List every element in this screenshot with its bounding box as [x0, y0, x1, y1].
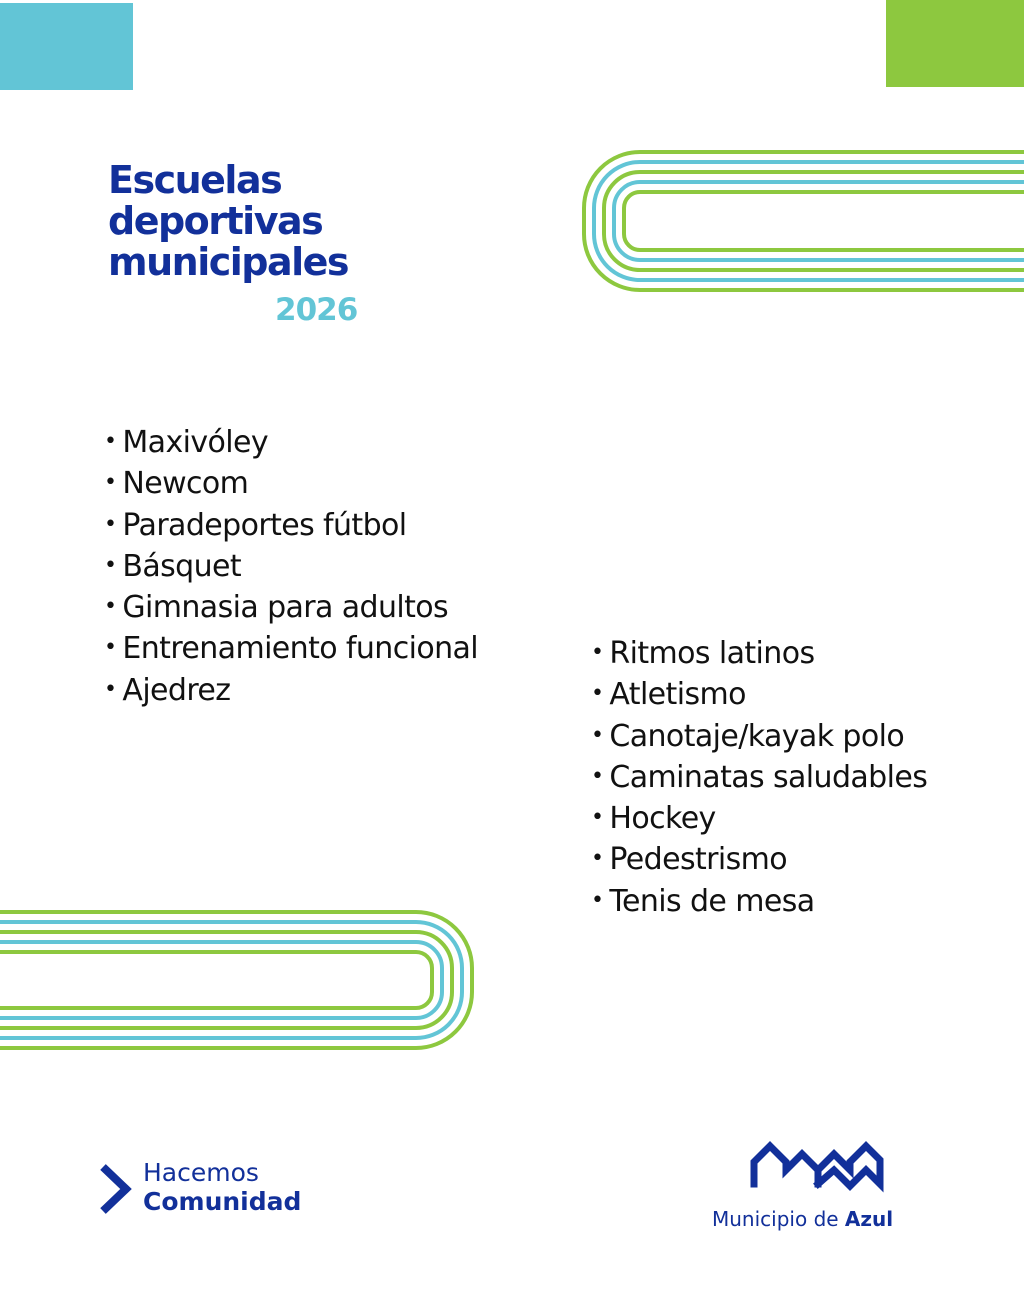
- bullet: •: [591, 846, 604, 872]
- bullet: •: [104, 676, 117, 702]
- chevron-right-icon: [98, 1162, 132, 1216]
- slogan-text: [143, 1158, 301, 1216]
- corner-block-cyan: [0, 3, 133, 90]
- sport-name: Hockey: [609, 801, 716, 837]
- sport-name: Básquet: [122, 548, 242, 584]
- sport-name: Newcom: [122, 466, 249, 502]
- track-lines-top-right: [580, 148, 1024, 294]
- bullet: •: [104, 429, 117, 454]
- sport-name: Atletismo: [609, 677, 746, 713]
- list-item: [104, 505, 478, 546]
- sport-name: Gimnasia para adultos: [122, 590, 449, 626]
- corner-block-green: [886, 0, 1024, 87]
- title-year: 2026: [275, 292, 358, 328]
- title-line-2: deportivas: [108, 199, 323, 243]
- title-line-1: Escuelas: [108, 158, 282, 202]
- bullet: •: [104, 552, 117, 578]
- sport-name: Paradeportes fútbol: [122, 507, 407, 543]
- bullet: •: [591, 681, 604, 707]
- list-item: [591, 716, 927, 757]
- municipality-prefix: Municipio de: [712, 1207, 845, 1231]
- bullet: •: [591, 640, 604, 665]
- municipality-name: [712, 1206, 893, 1232]
- bullet: •: [104, 594, 117, 620]
- bullet: •: [591, 722, 604, 748]
- list-item: [104, 670, 478, 711]
- bullet: •: [104, 635, 117, 661]
- list-item: [591, 757, 927, 798]
- track-lines-bottom-left: [0, 908, 476, 1052]
- sport-name: Caminatas saludables: [609, 759, 928, 795]
- bullet: •: [591, 887, 604, 913]
- page-title: [108, 158, 408, 328]
- list-item: [104, 422, 478, 463]
- list-item: [591, 633, 927, 674]
- list-item: [104, 628, 478, 669]
- bullet: •: [104, 511, 117, 537]
- list-item: [591, 839, 927, 880]
- sport-name: Canotaje/kayak polo: [609, 718, 905, 754]
- list-item: [104, 463, 478, 504]
- municipio-azul-logo-icon: [750, 1140, 884, 1196]
- bullet: •: [104, 470, 117, 496]
- list-item: [591, 881, 927, 922]
- sport-name: Ajedrez: [122, 672, 231, 708]
- list-item: [591, 674, 927, 715]
- sport-name: Maxivóley: [122, 425, 269, 460]
- sports-list-right: [591, 633, 927, 922]
- list-item: [591, 798, 927, 839]
- slogan-line-1: Hacemos: [143, 1158, 259, 1187]
- sport-name: Pedestrismo: [609, 842, 788, 878]
- sport-name: Ritmos latinos: [609, 636, 815, 671]
- bullet: •: [591, 805, 604, 831]
- list-item: [104, 587, 478, 628]
- sport-name: Tenis de mesa: [609, 883, 815, 919]
- municipality-city: Azul: [844, 1207, 894, 1231]
- list-item: [104, 546, 478, 587]
- bullet: •: [591, 763, 604, 789]
- slogan-line-2: Comunidad: [143, 1187, 302, 1216]
- sports-list-left: [104, 422, 478, 711]
- municipality-brand: [712, 1140, 932, 1240]
- title-line-3: municipales: [108, 240, 349, 284]
- sport-name: Entrenamiento funcional: [122, 631, 479, 667]
